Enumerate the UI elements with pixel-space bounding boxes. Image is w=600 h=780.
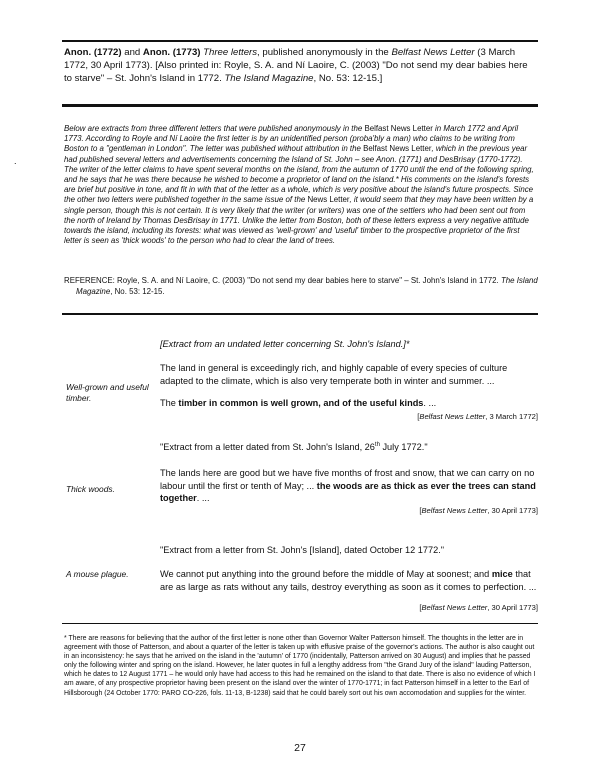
journal-tail: , No. 53: 12-15.] bbox=[313, 73, 383, 84]
intro-part-4: , it would seem that they may have been written by a single person, though this is not certain. It is very likely that the writer (or writers) was one of the settlers who had been sent out from the north of Ireland by Thomas DesBrisay in 1771. Unlike the letter from Boston, both of these letters express a very negative attitude towards the island, including its forests: what was viewed as 'well-grown' and 'useful' timber to the prospective proprietor of the first letter is seen as 'thick woods' to the person who had to clear the land of trees. bbox=[64, 195, 534, 246]
header-bottom-rule bbox=[62, 104, 538, 107]
author-2: Anon. (1773) bbox=[142, 47, 201, 58]
page-number: 27 bbox=[294, 742, 306, 754]
cite-paper: Belfast News Letter bbox=[421, 603, 488, 612]
letter1-para2-bold: timber in common is well grown, and of the useful kinds bbox=[178, 398, 424, 409]
intro-paper-2: Belfast News Letter bbox=[363, 144, 432, 154]
dates-text: (3 March 1772, 30 April 1773). [Also printed in: Royle, S. A. and Ní Laoire, C. (2003) "Do not send my dear babies here to starve" – St. John's Island in 1772. bbox=[64, 47, 528, 84]
side-note-mice: A mouse plague. bbox=[66, 569, 129, 579]
letter3-citation bbox=[160, 603, 538, 612]
letter2-para-bold: the woods are as thick as ever the trees can stand together bbox=[160, 480, 536, 504]
reference-journal: The Island Magazine bbox=[76, 276, 538, 296]
header-top-rule bbox=[62, 40, 538, 42]
citation-header bbox=[64, 46, 536, 85]
letter3-para-post: that are as large as rats without any tails, destroy everything as soon as it comes to perfection. ... bbox=[160, 569, 537, 592]
cite-open: [ bbox=[417, 412, 420, 421]
cite-date: , 30 April 1773] bbox=[487, 506, 538, 515]
cite-date: , 3 March 1772] bbox=[485, 412, 538, 421]
letter1-para1: The land in general is exceedingly rich, and highly capable of every species of culture adapted to the climate, which is also very temperate both in winter and summer. ... bbox=[160, 363, 508, 386]
letter1-para2-post: . ... bbox=[423, 398, 437, 409]
cite-paper: Belfast News Letter bbox=[421, 506, 488, 515]
reference-line bbox=[64, 276, 538, 297]
connector-text: and bbox=[121, 47, 143, 58]
side-note-woods: Thick woods. bbox=[66, 484, 115, 494]
letter2-heading-post: July 1772." bbox=[379, 442, 428, 452]
margin-mark: . bbox=[14, 156, 17, 166]
cite-open: [ bbox=[419, 603, 422, 612]
intro-paper-1: Belfast News Letter bbox=[364, 124, 433, 133]
reference-text: REFERENCE: Royle, S. A. and Ní Laoire, C. (2003) "Do not send my dear babies here to starve" – St. John's Island in 1772. bbox=[64, 276, 501, 285]
section-rule bbox=[62, 313, 538, 315]
paper-name: Belfast News Letter bbox=[391, 47, 475, 58]
letter2-para-post: . ... bbox=[196, 493, 210, 504]
letter3-body bbox=[160, 568, 538, 593]
letter1-heading: [Extract from an undated letter concerning St. John's Island.]* bbox=[160, 339, 410, 349]
footnote-rule bbox=[62, 623, 538, 624]
footnote: * There are reasons for believing that the author of the first letter is none other than Governor Walter Patterson himself. The thoughts in the letter are in agreement with those of Patterson, and about a quarter of the letter is taken up with effusive praise of the governor's actions. The author is also caught out in an inconsistency: he says that he arrived on the island in the 'autumn' of 1770 (incidentally, Patterson arrived on 30 August) and implies that he passed only the following winter and spring on the island. However, he later quotes in full a lengthy address from "the Grand Jury of the island" lauding Patterson, which he dates to 12 August 1771 – he would only have had access to this had he remained on the island to that date. There is also no evidence of which I am aware, of any prospective proprietor having been present on the island over the winter of 1770-1771; in fact Patterson himself in a letter to the Earl of Hillsborough (24 October 1770: PARO CO-226, fols. 11-13, B-1238) said that he could barely sort out his own accomodation and supplies for the winter. bbox=[64, 635, 536, 697]
pub-text: , published anonymously in the bbox=[257, 47, 392, 58]
letter1-para2-pre: The bbox=[160, 398, 179, 409]
letter1-citation bbox=[160, 412, 538, 421]
work-title: Three letters bbox=[200, 47, 258, 58]
cite-open: [ bbox=[419, 506, 422, 515]
reference-tail: , No. 53: 12-15. bbox=[110, 286, 165, 296]
intro-part-3: , which in the previous year had published several letters and advertisements concerning the Island of St. John – see Anon. (1771) and DesBrisay (1770-1772). The writer of the letter claims to have spent several months on the island, from the autumn of 1770 until the end of the following spring, and he says that he was there because he wished to become a proprietor of land on the island.* His comments on the island's forests are brief but positive in tone, and fit in with that of the letter as a whole, which is very positive about the island's future prospects. Since the other two letters were published together in the same issue of the bbox=[64, 144, 534, 205]
intro-paragraph bbox=[64, 124, 538, 246]
intro-paper-3: News Letter bbox=[307, 195, 350, 205]
letter3-heading: "Extract from a letter from St. John's [Island], dated October 12 1772." bbox=[160, 545, 445, 555]
letter2-citation bbox=[160, 506, 538, 515]
letter3-para-bold: mice bbox=[491, 569, 513, 579]
cite-paper: Belfast News Letter bbox=[419, 412, 486, 421]
journal-name: The Island Magazine bbox=[224, 73, 314, 84]
letter3-para-pre: We cannot put anything into the ground before the middle of May at soonest; and bbox=[160, 569, 492, 579]
letter1-body bbox=[160, 362, 538, 410]
letter1-para2 bbox=[160, 397, 538, 410]
side-note-timber: Well-grown and useful timber. bbox=[66, 382, 149, 403]
letter2-heading-pre: "Extract from a letter dated from St. John's Island, 26 bbox=[160, 442, 375, 452]
letter2-para bbox=[160, 467, 538, 505]
intro-part-2: in March 1772 and April 1773. According to Royle and Ní Laoire the first letter is by an unidentified person (proba'bly a man) who claims to be writing from Boston to a "gentleman in London". The letter was published without attribution in the bbox=[64, 124, 519, 154]
intro-part-1: Below are extracts from three different letters that were published anonymously in the bbox=[64, 124, 365, 133]
letter2-body bbox=[160, 467, 538, 505]
cite-date: , 30 April 1773] bbox=[487, 603, 538, 612]
letter2-para-pre: The lands here are good but we have five months of frost and snow, that we can carry on no labour until the first or tenth of May; ... bbox=[160, 468, 535, 491]
letter2-heading bbox=[160, 441, 538, 454]
letter2-heading-sup: th bbox=[374, 441, 380, 448]
letter3-para bbox=[160, 568, 538, 593]
author-1: Anon. (1772) bbox=[64, 47, 122, 58]
